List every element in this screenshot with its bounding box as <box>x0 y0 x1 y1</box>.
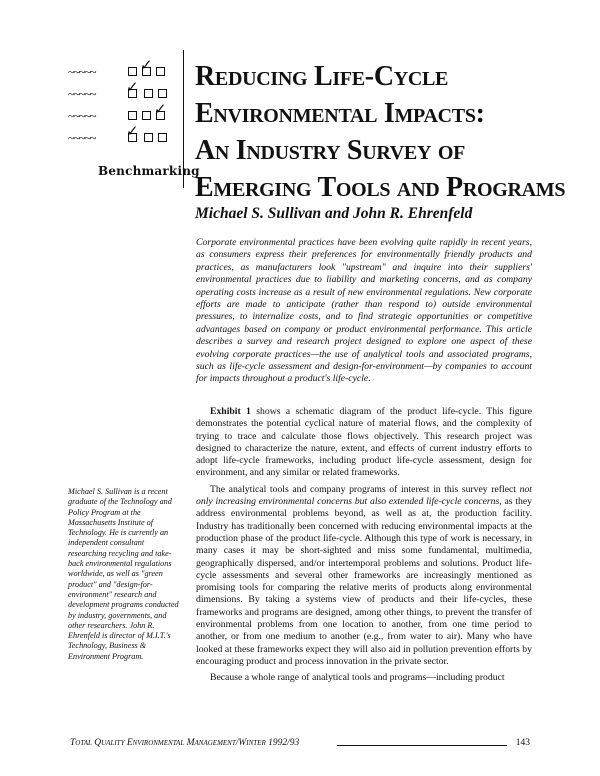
exhibit-reference: Exhibit 1 <box>210 406 251 417</box>
title-line: Emerging Tools and Programs <box>195 172 566 203</box>
title-line: An Industry Survey of <box>195 135 465 166</box>
emphasis: not only increasing environmental concerns but also extended life-cycle concerns, <box>196 483 532 508</box>
paragraph: The analytical tools and company programs of interest in this survey reflect not only increasing environmental concerns but also extended life-cycle concerns, as they address environmental problems beyond, as well as at, the production facility. Industry has traditionally been concerned with reducing environmental impacts at the production phase of the product life-cycle. Although this type of work is necessary, in many cases it may be short-sighted and miss some fundamental, multimedia, geographically dispersed, and/or intertemporal problems and solutions. Product life-cycle assessments and several other frameworks are increasingly mentioned as promising tools for comparing the relative merits of products along environmental dimensions. By taking a systems view of products and their life-cycles, these frameworks and programs are designed, among other things, to prevent the transfer of environmental problems from one location to another, from one time period to another, or from one medium to another (e.g., from water to air). Many who have looked at these frameworks expect they will also aid in pollution prevention efforts by encouraging product and process innovation in the private sector. <box>196 483 532 667</box>
section-label: Benchmarking <box>98 164 200 178</box>
paragraph: Because a whole range of analytical tools and programs—including product <box>210 672 505 684</box>
author-bio: Michael S. Sullivan is a recent graduate of the Technology and Policy Program at the Massachusetts Institute of Technology. He is currently an independent consultant researching recycling and take-back environmental regulations worldwide, as well as "green product" and "design-for-environment" research and development programs conducted by industry, governments, and other researchers. John R. Ehrenfeld is director of M.I.T.'s Technology, Business & Environment Program. <box>68 487 179 661</box>
footer-rule <box>337 745 507 746</box>
journal-name: Total Quality Environmental Management/Winter 1992/93 <box>70 738 300 748</box>
article-title <box>195 58 575 206</box>
article-body <box>196 406 532 689</box>
title-line: Environmental Impacts: <box>195 98 485 129</box>
checklist-icon: ~~~~~ ✓ ~~~~~ ✓ ~~~~~ ✓ ~~~~~ ✓ <box>68 56 167 145</box>
page-number: 143 <box>515 738 530 748</box>
paragraph: Exhibit 1 shows a schematic diagram of the product life-cycle. This figure demonstrates the potential cyclical nature of material flows, and the complexity of trying to trace and calculate those flows objectively. This research project was designed to characterize the nature, extent, and effects of current industry efforts to adopt life-cycle frameworks, including product life-cycle assessment, design for environment, and any similar or related frameworks. <box>196 406 532 479</box>
authors: Michael S. Sullivan and John R. Ehrenfeld <box>195 205 473 222</box>
abstract: Corporate environmental practices have been evolving quite rapidly in recent years, as consumers express their preferences for environmentally friendly products and practices, as manufacturers look "upstream" and inquire into their suppliers' environmental practices due to liability and marketing concerns, and as company operating costs increase as a result of new environmental regulations. New corporate efforts are made to anticipate (rather than respond to) outside environmental pressures, to internalize costs, and to find strategic opportunities or competitive advantages based on company or product environmental performance. This article describes a survey and research project designed to explore one aspect of these evolving corporate practices—the use of analytical tools and associated programs, such as life-cycle assessment and design-for-environment—by companies to account for impacts throughout a product's life-cycle. <box>196 237 532 385</box>
title-line: Reducing Life-Cycle <box>195 61 449 92</box>
page-footer <box>70 738 530 752</box>
